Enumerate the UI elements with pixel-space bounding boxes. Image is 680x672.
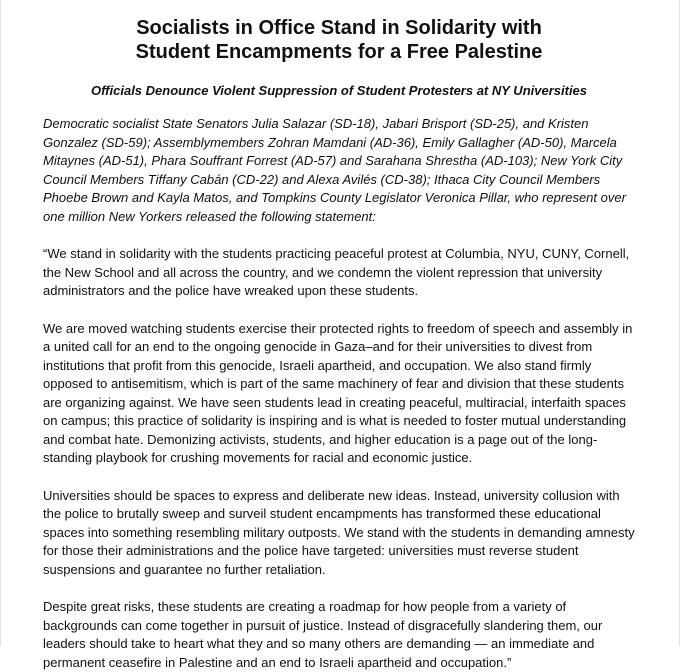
title-line-1: Socialists in Office Stand in Solidarity with bbox=[136, 17, 542, 39]
statement-paragraph-1: “We stand in solidarity with the students practicing peaceful protest at Columbia, NYU, CUNY, Cornell, the New School and all across the country, and we condemn the violent repression that university administrators and the police have wreaked upon these students. bbox=[43, 246, 630, 298]
statement-paragraph-4: Despite great risks, these students are creating a roadmap for how people from a variety of backgrounds can come together in pursuit of justice. Instead of disgracefully slandering them, our leaders should take to heart what they and so many others are demanding — an immediate and permanent ceasefire in Palestine and an end to Israeli apartheid and occupation.” bbox=[43, 599, 603, 670]
page-subtitle: Officials Denounce Violent Suppression of Student Protesters at NY Universities bbox=[90, 83, 588, 98]
title-line-2: Student Encampments for a Free Palestine bbox=[135, 41, 543, 63]
intro-paragraph: Democratic socialist State Senators Julia Salazar (SD-18), Jabari Brisport (SD-25), and Kristen Gonzalez (SD-59); Assemblymembers Zohran Mamdani (AD-36), Emily Gallagher (AD-50), Marcela Mitaynes (AD-51), Phara Souffrant Forrest (AD-57) and Sarahana Shrestha (AD-103); New York City Council Members Tiffany Cabán (CD-22) and Alexa Avilés (CD-38); Ithaca City Council Members Phoebe Brown and Kayla Matos, and Tompkins County Legislator Veronica Pillar, who represent over one million New Yorkers released the following statement: bbox=[43, 116, 626, 224]
page-title bbox=[43, 0, 635, 64]
statement-paragraph-3: Universities should be spaces to express and deliberate new ideas. Instead, university collusion with the police to brutally sweep and surveil student encampments has transformed these educational spaces into something resembling military outposts. We stand with the students in demanding amnesty for those their administrations and the police have targeted: universities must reverse student suspensions and guarantee no further retaliation. bbox=[43, 487, 635, 577]
statement-paragraph-2: We are moved watching students exercise their protected rights to freedom of speech and assembly in a united call for an end to the ongoing genocide in Gaza–and for their universities to divest from institutions that profit from this genocide, Israeli apartheid, and occupation. We also stand firmly opposed to antisemitism, which is part of the same machinery of fear and division that these students are organizing against. We have seen students lead in creating peaceful, multiracial, interfaith spaces on campus; this practice of solidarity is inspiring and is what is needed to foster mutual understanding and combat hate. Demonizing activists, students, and higher education is a page out of the long-standing playbook for crushing movements for racial and economic justice. bbox=[43, 320, 633, 465]
